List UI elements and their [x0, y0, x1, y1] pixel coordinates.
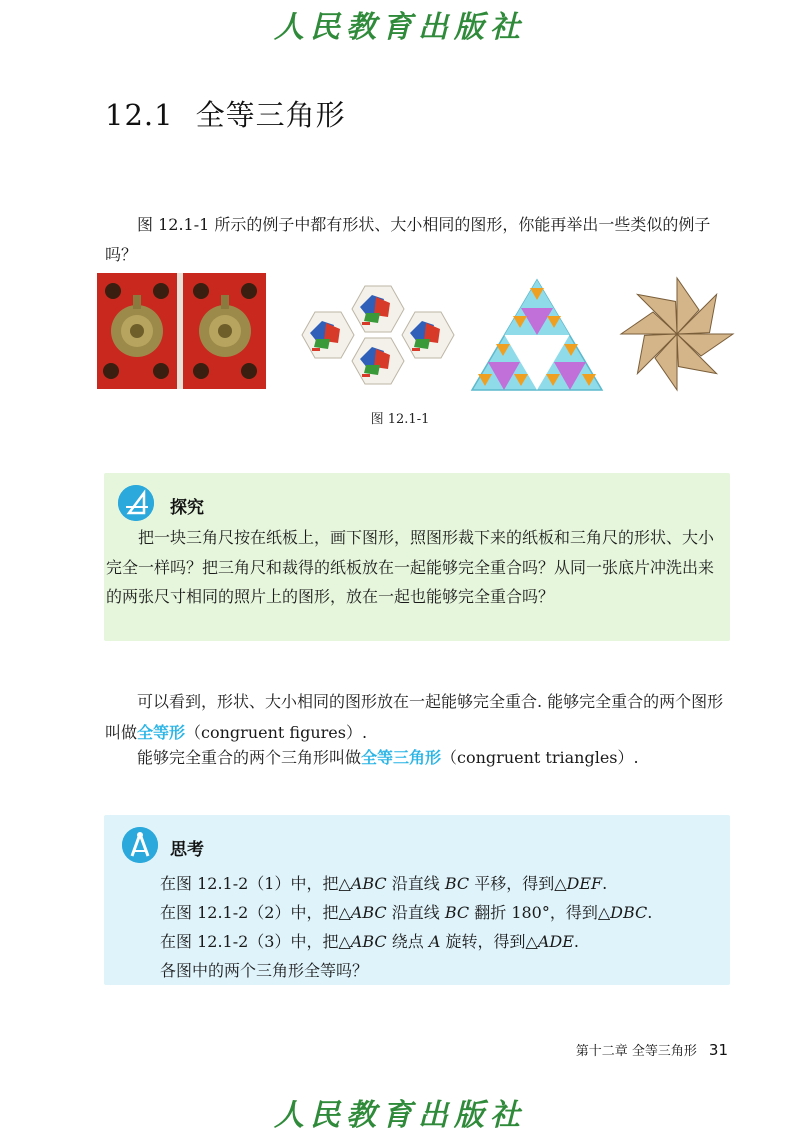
triangle-ruler-icon — [118, 485, 154, 521]
definition-text-2b: （congruent triangles）. — [441, 748, 639, 767]
section-number: 12.1 — [105, 98, 174, 132]
term-congruent-triangles: 全等三角形 — [361, 748, 442, 767]
page-number: 31 — [708, 1041, 728, 1059]
figure-caption: 图 12.1-1 — [370, 412, 430, 427]
think-line-1-g: . — [602, 874, 608, 893]
think-line-1 — [160, 869, 720, 899]
think-line-3-d: A — [428, 932, 441, 951]
hexagon-stamps-image — [298, 283, 458, 387]
publisher-watermark-bottom: 人民教育出版社 — [274, 1098, 526, 1133]
think-line-1-d: BC — [444, 874, 470, 893]
think-line-2-f: DBC — [610, 903, 648, 922]
think-line-1-c: 沿直线 — [386, 874, 445, 893]
intro-paragraph: 图 12.1-1 所示的例子中都有形状、大小相同的图形，你能再举出一些类似的例子吗？ — [105, 215, 711, 264]
explore-box — [104, 473, 730, 641]
think-line-3-c: 绕点 — [386, 932, 429, 951]
definition-text-1a: 可以看到，形状、大小相同的图形放在一起能够完全重合. 能够完全重合的两个图形叫做 — [105, 692, 724, 742]
think-line-3-g: . — [573, 932, 579, 951]
think-line-3-a: 在图 12.1-2（3）中，把△ — [160, 932, 351, 951]
think-line-3-f: ADE — [537, 932, 574, 951]
think-line-1-e: 平移，得到△ — [469, 874, 567, 893]
think-line-3 — [160, 927, 720, 957]
footer-chapter: 第十二章 全等三角形 — [575, 1044, 697, 1059]
think-line-1-a: 在图 12.1-2（1）中，把△ — [160, 874, 351, 893]
door-knockers-photo — [97, 273, 266, 389]
section-title-text: 全等三角形 — [195, 98, 346, 132]
think-line-2-c: 沿直线 — [386, 903, 445, 922]
page-footer — [576, 1040, 728, 1059]
think-line-3-e: 旋转，得到△ — [440, 932, 538, 951]
think-question: 各图中的两个三角形全等吗？ — [160, 961, 369, 980]
term-congruent-figures: 全等形 — [137, 723, 186, 742]
section-title — [105, 93, 346, 134]
definition-paragraph-2 — [105, 743, 735, 773]
compass-icon — [122, 827, 158, 863]
definition-paragraph-1 — [105, 686, 735, 748]
publisher-watermark-top: 人民教育出版社 — [274, 10, 526, 45]
think-box — [104, 815, 730, 985]
think-line-1-f: DEF — [566, 874, 603, 893]
definition-text-1b: （congruent figures）. — [185, 723, 368, 742]
think-line-2-b: ABC — [350, 903, 387, 922]
definition-text-2a: 能够完全重合的两个三角形叫做 — [137, 748, 362, 767]
think-line-2-d: BC — [444, 903, 470, 922]
sierpinski-triangle-image — [470, 278, 604, 392]
think-line-2-a: 在图 12.1-2（2）中，把△ — [160, 903, 351, 922]
think-line-1-b: ABC — [350, 874, 387, 893]
think-line-2-g: . — [647, 903, 653, 922]
think-heading: 思考 — [170, 840, 204, 860]
think-line-2 — [160, 898, 720, 928]
explore-heading: 探究 — [170, 498, 204, 518]
think-line-2-e: 翻折 180°，得到△ — [469, 903, 611, 922]
think-line-3-b: ABC — [350, 932, 387, 951]
explore-text: 把一块三角尺按在纸板上，画下图形，照图形裁下来的纸板和三角尺的形状、大小完全一样吗？把三角尺和裁得的纸板放在一起能够完全重合吗？从同一张底片冲洗出来的两张尺寸相同的照片上的图形，放在一起也能够完全重合吗？ — [106, 528, 715, 606]
pinwheel-image — [614, 275, 740, 393]
